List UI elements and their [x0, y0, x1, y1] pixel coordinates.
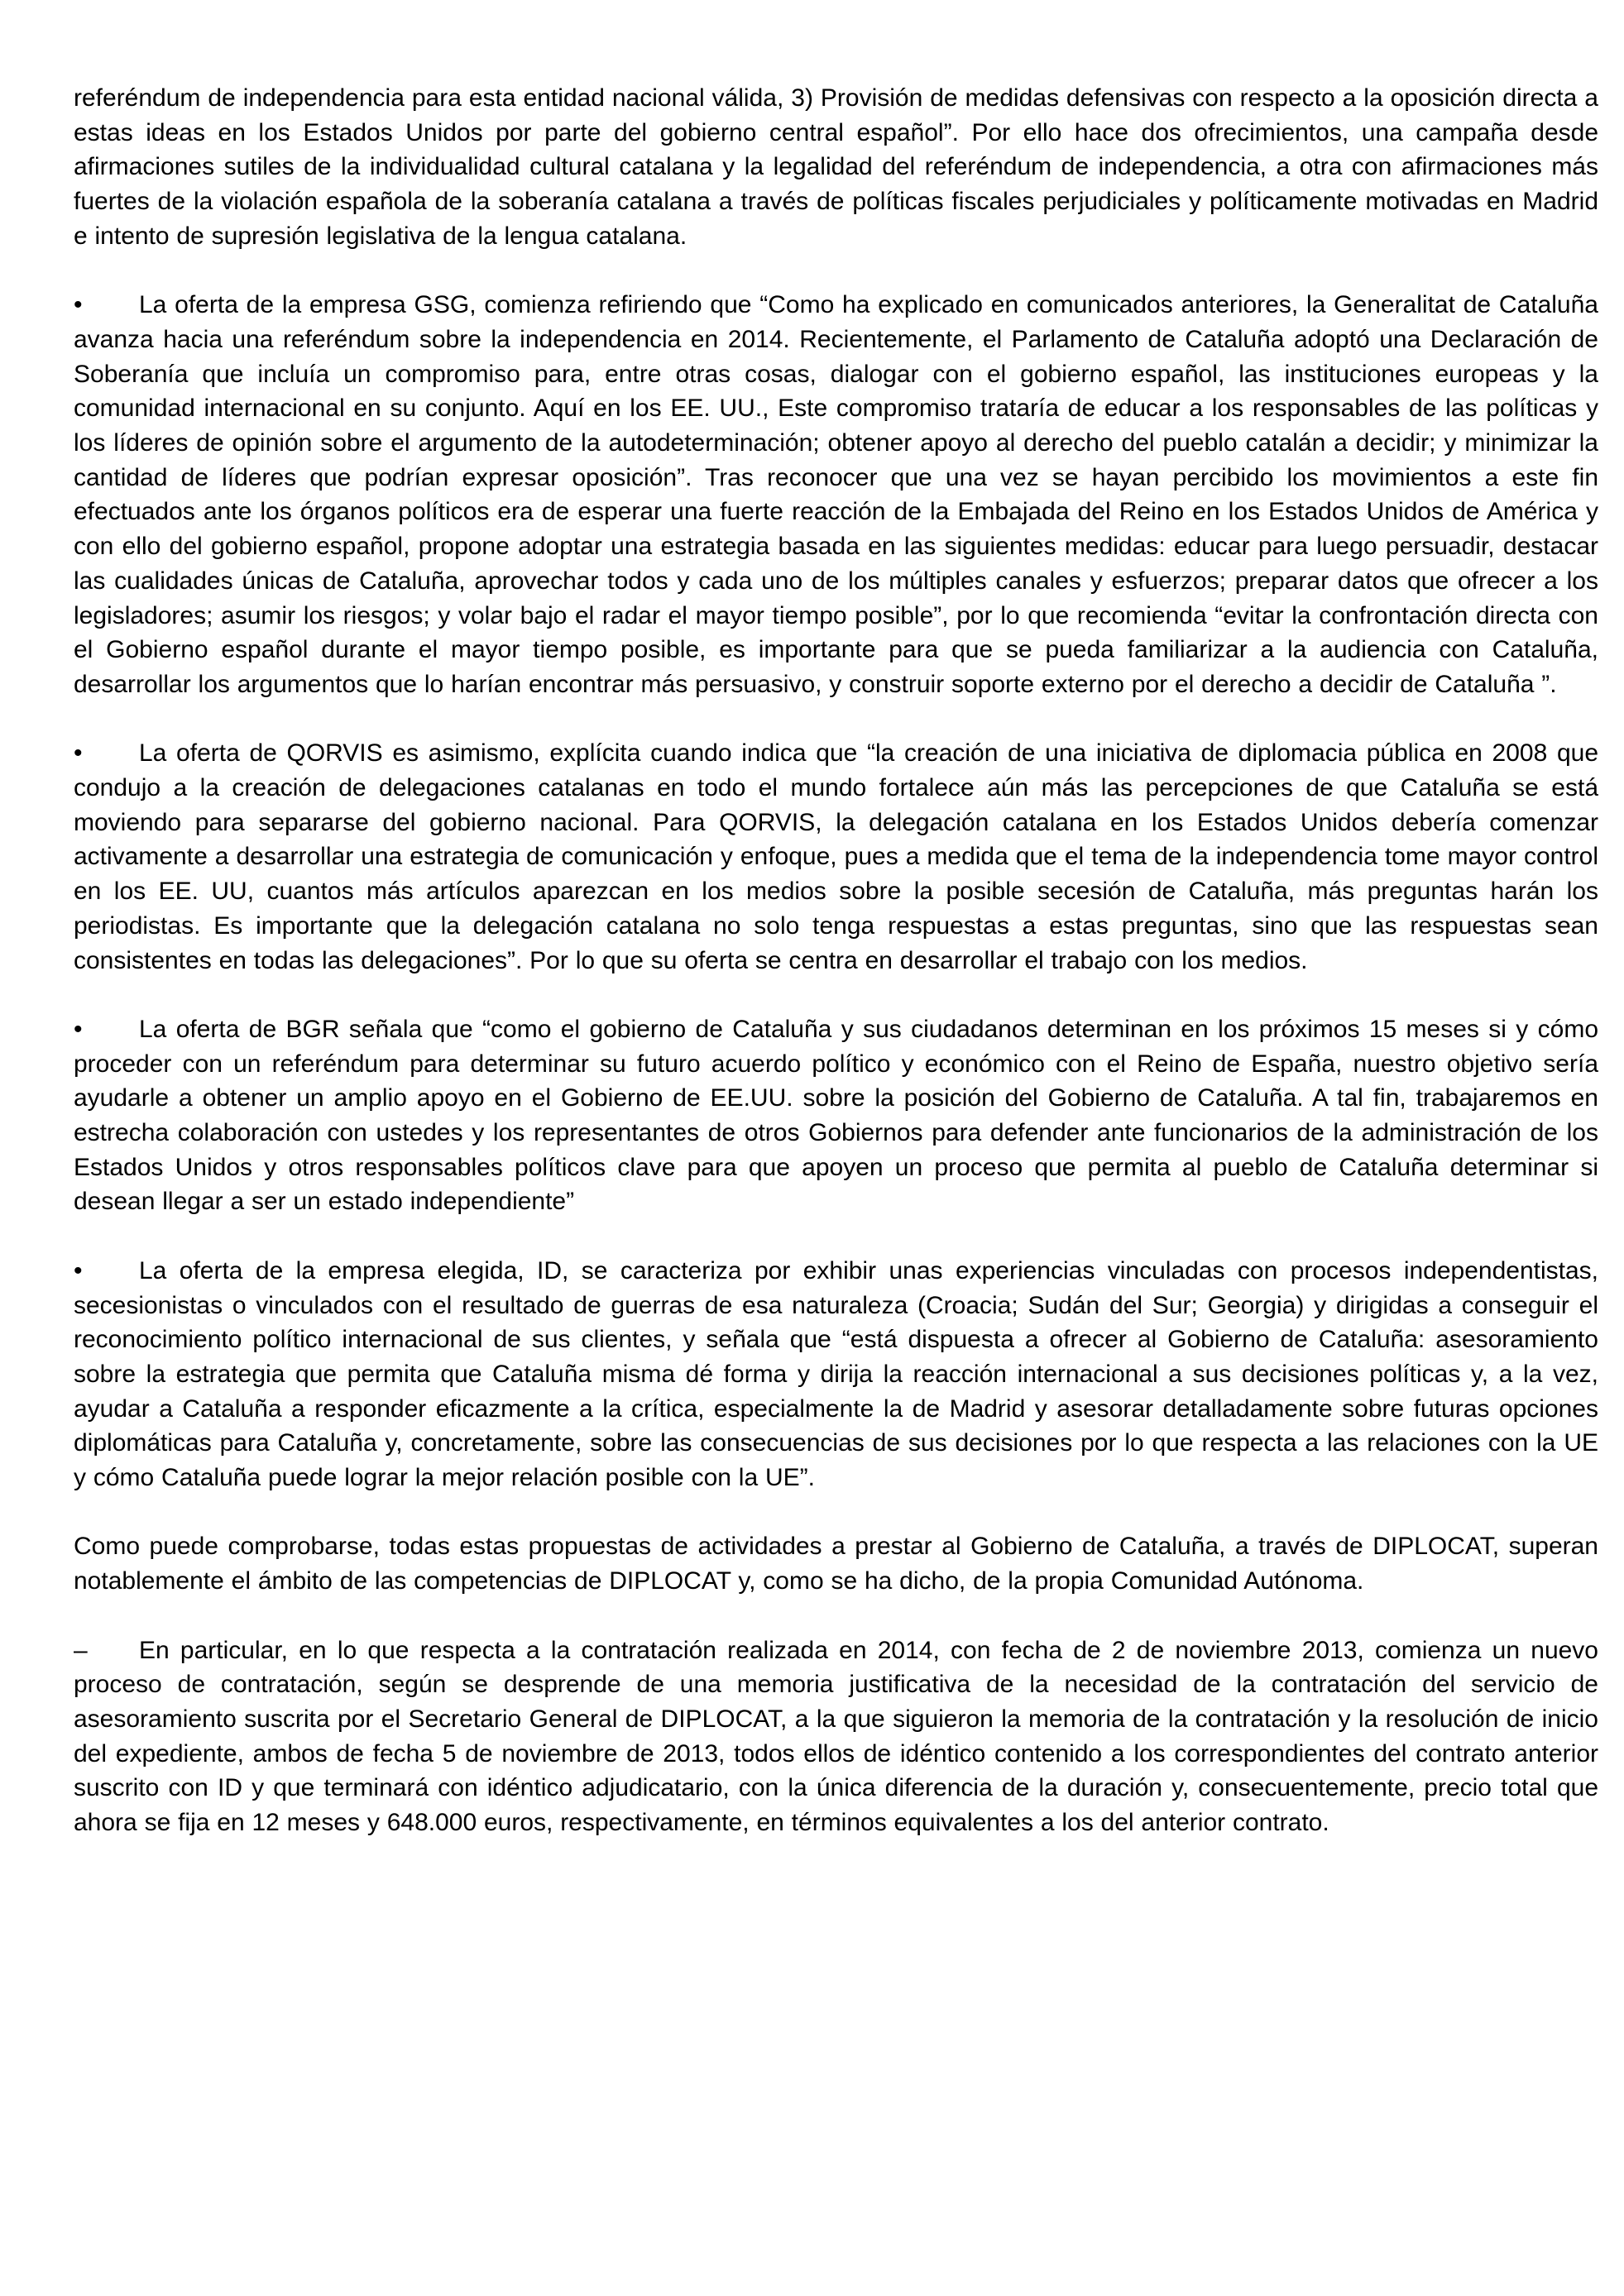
- paragraph-continuation: [74, 81, 1598, 254]
- paragraph-text: La oferta de QORVIS es asimismo, explícita cuando indica que “la creación de una iniciativa de diplomacia pública en 2008 que condujo a la creación de delegaciones catalanas en todo el mundo fortalece aún más las percepciones de que Cataluña se está moviendo para separarse del gobierno nacional. Para QORVIS, la delegación catalana en los Estados Unidos debería comenzar activamente a desarrollar una estrategia de comunicación y enfoque, pues a medida que el tema de la independencia tome mayor control en los EE. UU, cuantos más artículos aparezcan en los medios sobre la posible secesión de Cataluña, más preguntas harán los periodistas. Es importante que la delegación catalana no solo tenga respuestas a estas preguntas, sino que las respuestas sean consistentes en todas las delegaciones”. Por lo que su oferta se centra en desarrollar el trabajo con los medios.: [74, 739, 1598, 974]
- bullet-paragraph-gsg: [74, 288, 1598, 701]
- paragraph-text: La oferta de la empresa GSG, comienza refiriendo que “Como ha explicado en comunicados anteriores, la Generalitat de Cataluña avanza hacia una referéndum sobre la independencia en 2014. Recientemente, el Parlamento de Cataluña adoptó una Declaración de Soberanía que incluía un compromiso para, entre otras cosas, dialogar con el gobierno español, las instituciones europeas y la comunidad internacional en su conjunto. Aquí en los EE. UU., Este compromiso trataría de educar a los responsables de las políticas y los líderes de opinión sobre el argumento de la autodeterminación; obtener apoyo al derecho del pueblo catalán a decidir; y minimizar la cantidad de líderes que podrían expresar oposición”. Tras reconocer que una vez se hayan percibido los movimientos a este fin efectuados ante los órganos políticos era de esperar una fuerte reacción de la Embajada del Reino en los Estados Unidos de América y con ello del gobierno español, propone adoptar una estrategia basada en las siguientes medidas: educar para luego persuadir, destacar las cualidades únicas de Cataluña, aprovechar todos y cada uno de los múltiples canales y esfuerzos; preparar datos que ofrecer a los legisladores; asumir los riesgos; y volar bajo el radar el mayor tiempo posible”, por lo que recomienda “evitar la confrontación directa con el Gobierno español durante el mayor tiempo posible, es importante para que se pueda familiarizar a la audiencia con Cataluña, desarrollar los argumentos que lo harían encontrar más persuasivo, y construir soporte externo por el derecho a decidir de Cataluña ”.: [74, 291, 1598, 698]
- bullet-marker: •: [74, 291, 83, 319]
- bullet-paragraph-qorvis: [74, 736, 1598, 978]
- bullet-marker: •: [74, 739, 83, 768]
- dash-paragraph-contratacion: [74, 1634, 1598, 1840]
- bullet-marker: •: [74, 1256, 83, 1284]
- paragraph-text: En particular, en lo que respecta a la contratación realizada en 2014, con fecha de 2 de noviembre 2013, comienza un nuevo proceso de contratación, según se desprende de una memoria justificativa de la necesidad de la contratación del servicio de asesoramiento suscrita por el Secretario General de DIPLOCAT, a la que siguieron la memoria de la contratación y la resolución de inicio del expediente, ambos de fecha 5 de noviembre de 2013, todos ellos de idéntico contenido a los correspondientes del contrato anterior suscrito con ID y que terminará con idéntico adjudicatario, con la única diferencia de la duración y, consecuentemente, precio total que ahora se fija en 12 meses y 648.000 euros, respectivamente, en términos equivalentes a los del anterior contrato.: [74, 1636, 1598, 1837]
- bullet-marker: •: [74, 1015, 83, 1043]
- dash-marker: –: [74, 1636, 88, 1664]
- paragraph-text: La oferta de BGR señala que “como el gobierno de Cataluña y sus ciudadanos determinan en los próximos 15 meses si y cómo proceder con un referéndum para determinar su futuro acuerdo político y económico con el Reino de España, nuestro objetivo sería ayudarle a obtener un amplio apoyo en el Gobierno de EE.UU. sobre la posición del Gobierno de Cataluña. A tal fin, trabajaremos en estrecha colaboración con ustedes y los representantes de otros Gobiernos para defender ante funcionarios de la administración de los Estados Unidos y otros responsables políticos clave para que apoyen un proceso que permita al pueblo de Cataluña determinar si desean llegar a ser un estado independiente”: [74, 1015, 1598, 1216]
- paragraph-text: Como puede comprobarse, todas estas propuestas de actividades a prestar al Gobierno de Cataluña, a través de DIPLOCAT, superan notablemente el ámbito de las competencias de DIPLOCAT y, como se ha dicho, de la propia Comunidad Autónoma.: [74, 1533, 1598, 1595]
- bullet-paragraph-bgr: [74, 1012, 1598, 1219]
- paragraph-conclusion: [74, 1529, 1598, 1598]
- paragraph-text: La oferta de la empresa elegida, ID, se caracteriza por exhibir unas experiencias vinculadas con procesos independentistas, secesionistas o vinculados con el resultado de guerras de esa naturaleza (Croacia; Sudán del Sur; Georgia) y dirigidas a conseguir el reconocimiento político internacional de sus clientes, y señala que “está dispuesta a ofrecer al Gobierno de Cataluña: asesoramiento sobre la estrategia que permita que Cataluña misma dé forma y dirija la reacción internacional a sus decisiones políticas y, a la vez, ayudar a Cataluña a responder eficazmente a la crítica, especialmente la de Madrid y asesorar detalladamente sobre futuras opciones diplomáticas para Cataluña y, concretamente, sobre las consecuencias de sus decisiones por lo que respecta a las relaciones con la UE y cómo Cataluña puede lograr la mejor relación posible con la UE”.: [74, 1256, 1598, 1492]
- paragraph-text: referéndum de independencia para esta entidad nacional válida, 3) Provisión de medidas defensivas con respecto a la oposición directa a estas ideas en los Estados Unidos por parte del gobierno central español”. Por ello hace dos ofrecimientos, una campaña desde afirmaciones sutiles de la individualidad cultural catalana y la legalidad del referéndum de independencia, a otra con afirmaciones más fuertes de la violación española de la soberanía catalana a través de políticas fiscales perjudiciales y políticamente motivadas en Madrid e intento de supresión legislativa de la lengua catalana.: [74, 84, 1598, 250]
- bullet-paragraph-id: [74, 1254, 1598, 1495]
